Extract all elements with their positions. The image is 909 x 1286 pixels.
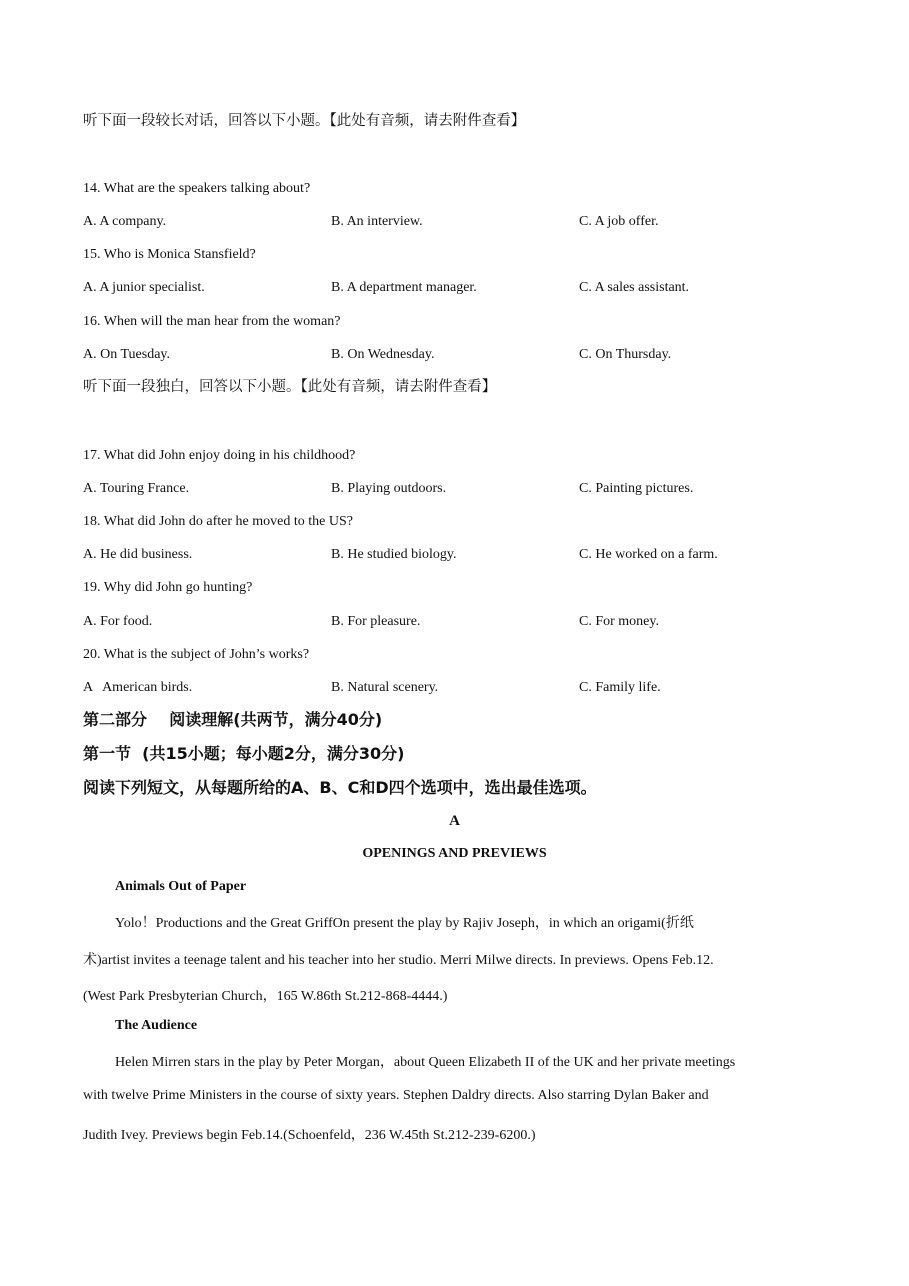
option-18-c: C. He worked on a farm. [579,547,718,562]
section1-heading: 第一节 (共15小题；每小题2分，满分30分) [83,744,405,763]
passage-letter: A [449,813,460,829]
item-2-line-1: Helen Mirren stars in the play by Peter Morgan，about Queen Elizabeth II of the UK and her private meetings [115,1055,736,1070]
item-name-animals-out-of-paper: Animals Out of Paper [115,879,247,894]
passage-title: OPENINGS AND PREVIEWS [362,846,547,861]
item-1-line-3: (West Park Presbyterian Church，165 W.86th St.212-868-4444.) [83,989,448,1004]
item-name-the-audience: The Audience [115,1018,198,1033]
listening-instruction-monologue: 听下面一段独白，回答以下小题。【此处有音频，请去附件查看】 [83,379,497,395]
item-1-line-2: 术)artist invites a teenage talent and his teacher into her studio. Merri Milwe directs. In previews. Opens Feb.12. [83,953,714,968]
option-20-b: B. Natural scenery. [331,680,439,695]
option-19-a: A. For food. [83,614,153,629]
question-20: 20. What is the subject of John’s works? [83,647,310,662]
option-20-c: C. Family life. [579,680,661,695]
option-16-b: B. On Wednesday. [331,347,435,362]
question-19: 19. Why did John go hunting? [83,580,253,595]
option-18-b: B. He studied biology. [331,547,457,562]
option-20-a: A American birds. [83,680,193,695]
reading-direction: 阅读下列短文，从每题所给的A、B、C和D四个选项中，选出最佳选项。 [83,778,597,797]
option-15-b: B. A department manager. [331,280,477,295]
item-1-line-1: Yolo！Productions and the Great GriffOn present the play by Rajiv Joseph，in which an origami(折纸 [115,916,694,931]
question-15: 15. Who is Monica Stansfield? [83,247,256,262]
question-16: 16. When will the man hear from the woman? [83,314,341,329]
listening-instruction-dialogue: 听下面一段较长对话，回答以下小题。【此处有音频，请去附件查看】 [83,113,526,129]
question-18: 18. What did John do after he moved to the US? [83,514,353,529]
option-14-a: A. A company. [83,214,167,229]
option-14-c: C. A job offer. [579,214,659,229]
option-16-a: A. On Tuesday. [83,347,170,362]
option-15-c: C. A sales assistant. [579,280,690,295]
option-17-c: C. Painting pictures. [579,481,694,496]
item-2-line-2: with twelve Prime Ministers in the course of sixty years. Stephen Daldry directs. Also starring Dylan Baker and [83,1088,709,1103]
question-14: 14. What are the speakers talking about? [83,181,311,196]
item-2-line-3: Judith Ivey. Previews begin Feb.14.(Schoenfeld，236 W.45th St.212-239-6200.) [83,1128,536,1143]
option-16-c: C. On Thursday. [579,347,672,362]
option-15-a: A. A junior specialist. [83,280,205,295]
part2-heading: 第二部分 阅读理解(共两节，满分40分) [83,710,383,729]
option-17-b: B. Playing outdoors. [331,481,447,496]
option-14-b: B. An interview. [331,214,423,229]
option-17-a: A. Touring France. [83,481,190,496]
option-19-c: C. For money. [579,614,659,629]
question-17: 17. What did John enjoy doing in his childhood? [83,448,356,463]
option-19-b: B. For pleasure. [331,614,421,629]
option-18-a: A. He did business. [83,547,193,562]
